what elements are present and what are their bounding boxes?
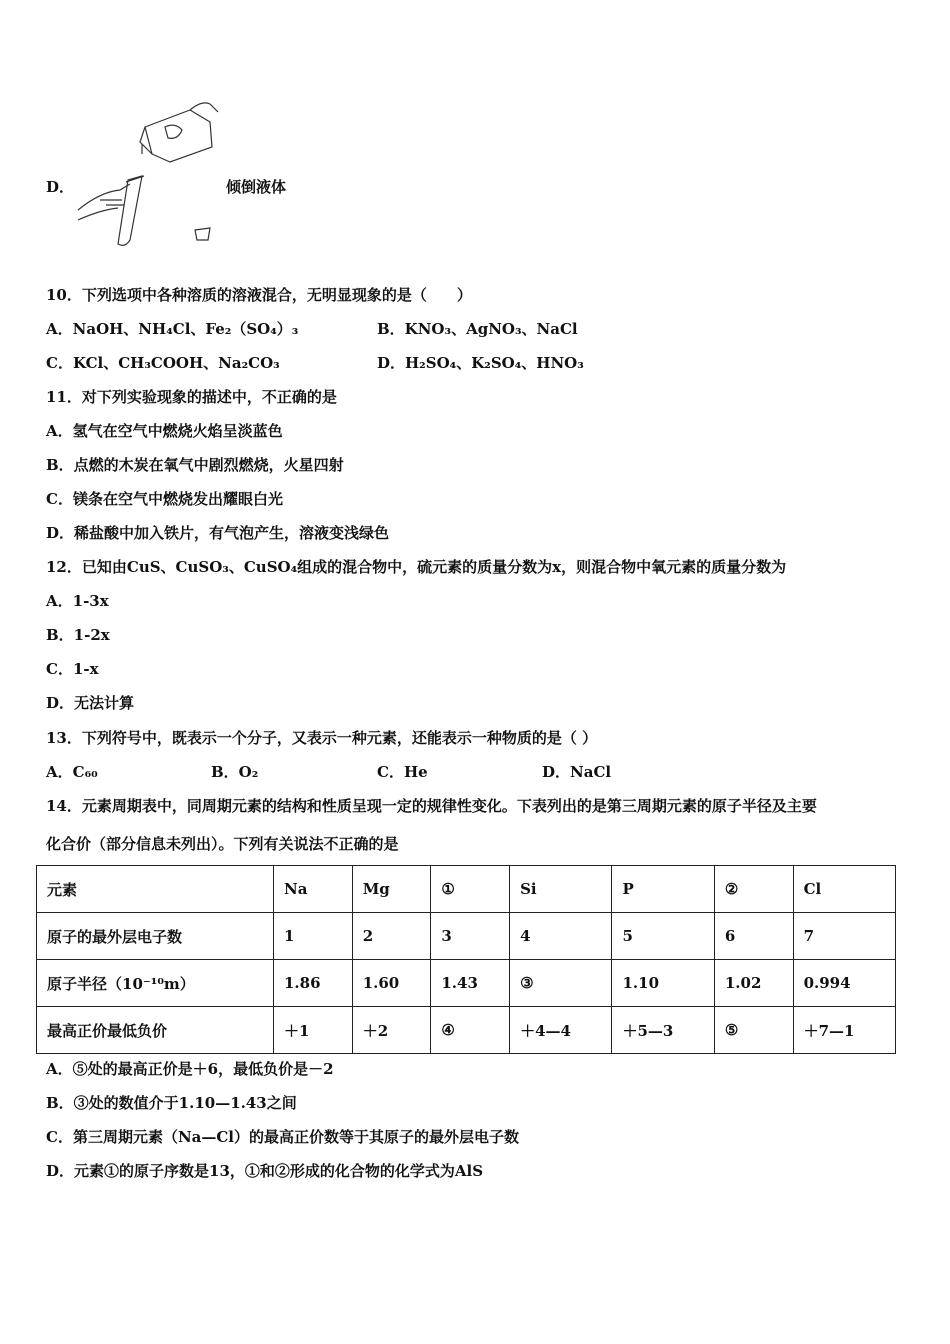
table-cell: 1.02 <box>714 960 793 1007</box>
q12-option-c: C．1-x <box>46 660 99 678</box>
q10-option-b: B．KNO₃、AgNO₃、NaCl <box>377 320 578 338</box>
pouring-liquid-illustration-icon <box>70 92 230 252</box>
table-cell: ⑤ <box>714 1007 793 1054</box>
q12-option-d: D．无法计算 <box>46 694 135 712</box>
table-cell: 最高正价最低负价 <box>37 1007 274 1054</box>
q12-stem: 12．已知由CuS、CuSO₃、CuSO₄组成的混合物中，硫元素的质量分数为x，则混合物中氧元素的质量分数为 <box>46 558 787 576</box>
table-cell: 1.60 <box>352 960 431 1007</box>
q13-option-a: A．C₆₀ <box>46 763 98 781</box>
table-cell: ＋7—1 <box>793 1007 895 1054</box>
table-cell: ② <box>714 866 793 913</box>
q10-option-d: D．H₂SO₄、K₂SO₄、HNO₃ <box>377 354 584 372</box>
table-cell: ④ <box>431 1007 510 1054</box>
table-cell: Mg <box>352 866 431 913</box>
table-cell: 0.994 <box>793 960 895 1007</box>
q14-stem-line2: 化合价（部分信息未列出）。下列有关说法不正确的是 <box>46 835 399 853</box>
q14-option-c: C．第三周期元素（Na—Cl）的最高正价数等于其原子的最外层电子数 <box>46 1128 520 1146</box>
q9-option-d-letter: D． <box>46 178 75 196</box>
q9-option-d-caption: 倾倒液体 <box>226 178 287 196</box>
table-row <box>37 913 896 960</box>
q13-option-b: B．O₂ <box>211 763 259 781</box>
table-cell: 元素 <box>37 866 274 913</box>
q11-stem: 11．对下列实验现象的描述中，不正确的是 <box>46 388 337 406</box>
table-cell: 原子半径（10⁻¹⁰m） <box>37 960 274 1007</box>
q11-option-d: D．稀盐酸中加入铁片，有气泡产生，溶液变浅绿色 <box>46 524 390 542</box>
table-cell: ＋2 <box>352 1007 431 1054</box>
q14-stem-line1: 14．元素周期表中，同周期元素的结构和性质呈现一定的规律性变化。下表列出的是第三周期元素的原子半径及主要 <box>46 797 817 815</box>
table-cell: Cl <box>793 866 895 913</box>
table-cell: ＋5—3 <box>612 1007 714 1054</box>
table-cell: ＋1 <box>274 1007 353 1054</box>
table-row <box>37 866 896 913</box>
table-row <box>37 960 896 1007</box>
table-cell: ＋4—4 <box>510 1007 612 1054</box>
table-cell: Na <box>274 866 353 913</box>
q13-option-d: D．NaCl <box>542 763 612 781</box>
table-row <box>37 1007 896 1054</box>
q11-option-c: C．镁条在空气中燃烧发出耀眼白光 <box>46 490 283 508</box>
q11-option-b: B．点燃的木炭在氧气中剧烈燃烧，火星四射 <box>46 456 344 474</box>
table-cell: 3 <box>431 913 510 960</box>
table-cell: 2 <box>352 913 431 960</box>
table-cell: 1 <box>274 913 353 960</box>
table-cell: Si <box>510 866 612 913</box>
q10-option-a: A．NaOH、NH₄Cl、Fe₂（SO₄）₃ <box>46 320 299 338</box>
q14-option-b: B．③处的数值介于1.10—1.43之间 <box>46 1094 297 1112</box>
table-cell: P <box>612 866 714 913</box>
table-cell: ③ <box>510 960 612 1007</box>
table-cell: 1.86 <box>274 960 353 1007</box>
q14-option-d: D．元素①的原子序数是13，①和②形成的化合物的化学式为AlS <box>46 1162 484 1180</box>
table-cell: 1.43 <box>431 960 510 1007</box>
q12-option-b: B．1-2x <box>46 626 110 644</box>
table-cell: 7 <box>793 913 895 960</box>
q13-option-c: C．He <box>377 763 428 781</box>
q10-stem: 10．下列选项中各种溶质的溶液混合，无明显现象的是（ ） <box>46 286 472 304</box>
table-cell: 6 <box>714 913 793 960</box>
periodic-data-table <box>36 865 896 1054</box>
table-cell: 4 <box>510 913 612 960</box>
q12-option-a: A．1-3x <box>46 592 109 610</box>
table-cell: 5 <box>612 913 714 960</box>
table-cell: ① <box>431 866 510 913</box>
q13-stem: 13．下列符号中，既表示一个分子，又表示一种元素，还能表示一种物质的是（ ） <box>46 729 598 747</box>
table-cell: 1.10 <box>612 960 714 1007</box>
table-cell: 原子的最外层电子数 <box>37 913 274 960</box>
q10-option-c: C．KCl、CH₃COOH、Na₂CO₃ <box>46 354 280 372</box>
q14-option-a: A．⑤处的最高正价是＋6，最低负价是－2 <box>46 1060 334 1078</box>
q11-option-a: A．氢气在空气中燃烧火焰呈淡蓝色 <box>46 422 283 440</box>
